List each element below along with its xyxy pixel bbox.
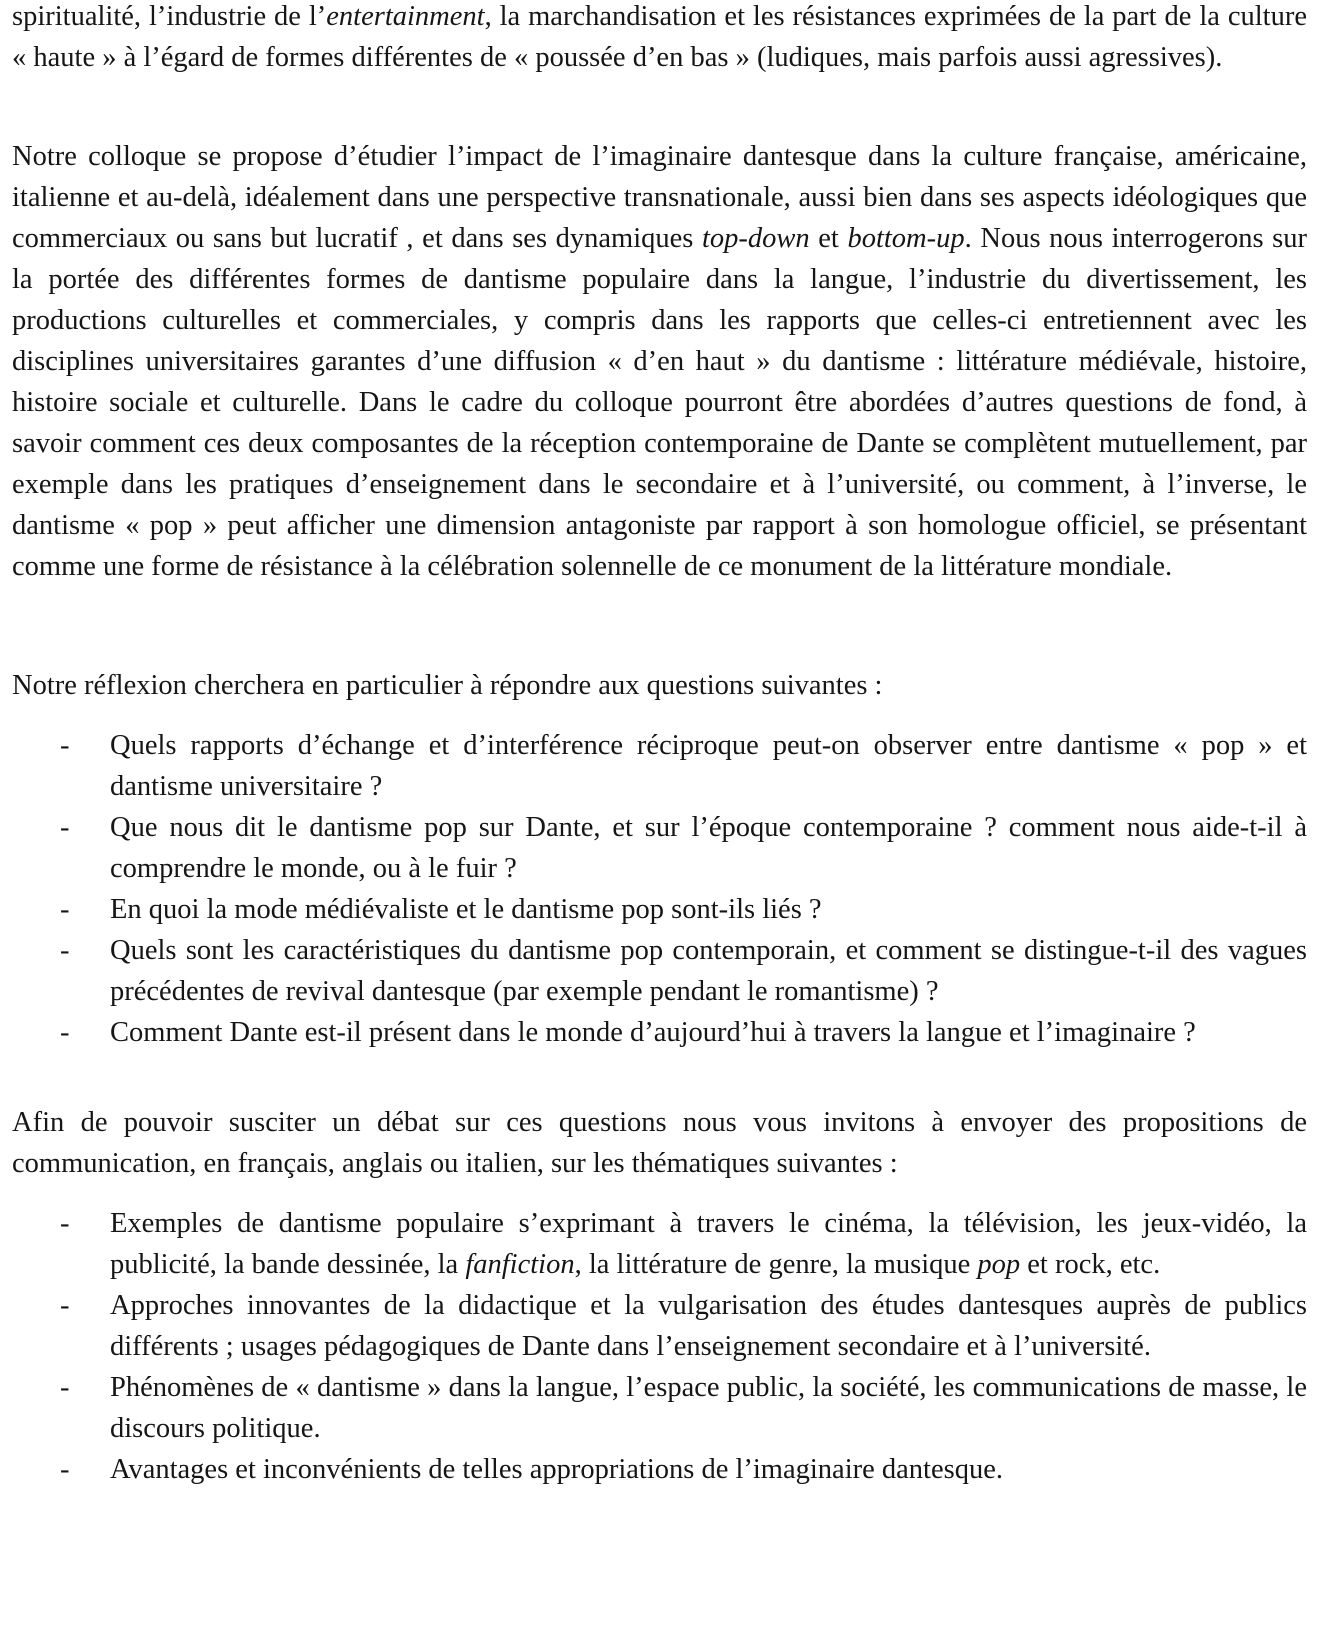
paragraph-call-for-papers: Afin de pouvoir susciter un débat sur ces questions nous vous invitons à envoyer des propositions de communication, en français, anglais ou italien, sur les thématiques suivantes : <box>12 1107 1307 1179</box>
list-item <box>12 930 1307 1012</box>
list-item-text: Phénomènes de « dantisme » dans la langue, l’espace public, la société, les communications de masse, le discours politique. <box>110 1372 1307 1444</box>
text-run: , la littérature de genre, la musique <box>574 1249 978 1280</box>
text-run: spiritualité, l’industrie de l’ <box>12 1 327 32</box>
paragraph-colloque <box>12 136 1307 587</box>
dash-bullet: - <box>60 1017 70 1048</box>
italic-term: fanfiction <box>465 1249 575 1280</box>
list-item <box>12 1285 1307 1367</box>
dash-bullet: - <box>60 935 70 966</box>
list-item <box>12 1203 1307 1285</box>
questions-list <box>12 725 1307 1053</box>
text-run: , la marchandisation et les résistances exprimées de la part de la culture « haute » à l’égard de formes différentes de « poussée d’en bas » (ludiques, mais parfois aussi agressives). <box>12 1 1307 73</box>
list-item-text: En quoi la mode médiévaliste et le dantisme pop sont-ils liés ? <box>110 894 822 925</box>
italic-term: bottom-up <box>847 223 965 254</box>
themes-list <box>12 1203 1307 1490</box>
dash-bullet: - <box>60 894 70 925</box>
list-item-text: Avantages et inconvénients de telles appropriations de l’imaginaire dantesque. <box>110 1454 1003 1485</box>
list-item-text: Approches innovantes de la didactique et la vulgarisation des études dantesques auprès de publics différents ; usages pédagogiques de Dante dans l’enseignement secondaire et à l’université. <box>110 1290 1307 1362</box>
text-run: . Nous nous interrogerons sur la portée des différentes formes de dantisme populaire dans la langue, l’industrie du divertissement, les productions culturelles et commerciales, y compris dans les rapports que celles-ci entretiennent avec les disciplines universitaires garantes d’une diffusion « d’en haut » du dantisme : littérature médiévale, histoire, histoire sociale et culturelle. Dans le cadre du colloque pourront être abordées d’autres questions de fond, à savoir comment ces deux composantes de la réception contemporaine de Dante se complètent mutuellement, par exemple dans les pratiques d’enseignement dans le secondaire et à l’université, ou comment, à l’inverse, le dantisme « pop » peut afficher une dimension antagoniste par rapport à son homologue officiel, se présentant comme une forme de résistance à la célébration solennelle de ce monument de la littérature mondiale. <box>12 223 1308 582</box>
dash-bullet: - <box>60 1208 70 1239</box>
list-item-text: Comment Dante est-il présent dans le monde d’aujourd’hui à travers la langue et l’imaginaire ? <box>110 1017 1196 1048</box>
dash-bullet: - <box>60 1290 70 1321</box>
dash-bullet: - <box>60 812 70 843</box>
list-item <box>12 1367 1307 1449</box>
list-item <box>12 1012 1307 1053</box>
list-item <box>12 725 1307 807</box>
themes-list-container <box>12 1203 1307 1490</box>
dash-bullet: - <box>60 1372 70 1403</box>
italic-term: entertainment <box>326 1 485 32</box>
list-item <box>12 1449 1307 1490</box>
paragraph-questions-intro: Notre réflexion cherchera en particulier à répondre aux questions suivantes : <box>12 670 883 701</box>
list-item-text: Quels rapports d’échange et d’interférence réciproque peut-on observer entre dantisme « pop » et dantisme universitaire ? <box>110 730 1307 802</box>
list-item <box>12 807 1307 889</box>
text-run: Exemples de dantisme populaire s’exprimant à travers le cinéma, la télévision, les jeux-vidéo, la publicité, la bande dessinée, la <box>110 1208 1307 1280</box>
text-run: et <box>809 223 848 254</box>
italic-term: pop <box>977 1249 1021 1280</box>
list-item <box>12 889 1307 930</box>
dash-bullet: - <box>60 730 70 761</box>
italic-term: top-down <box>702 223 810 254</box>
text-run: Notre colloque se propose d’étudier l’impact de l’imaginaire dantesque dans la culture française, américaine, italienne et au-delà, idéalement dans une perspective transnationale, aussi bien dans ses aspects idéologiques que commerciaux ou sans but lucratif , et dans ses dynamiques <box>12 141 1307 254</box>
text-run: et rock, etc. <box>1020 1249 1161 1280</box>
questions-list-container <box>12 725 1307 1053</box>
list-item-text: Quels sont les caractéristiques du dantisme pop contemporain, et comment se distingue-t-il des vagues précédentes de revival dantesque (par exemple pendant le romantisme) ? <box>110 935 1307 1007</box>
list-item-text: Que nous dit le dantisme pop sur Dante, et sur l’époque contemporaine ? comment nous aide-t-il à comprendre le monde, ou à le fuir ? <box>110 812 1307 884</box>
paragraph-intro-continuation <box>12 0 1307 78</box>
dash-bullet: - <box>60 1454 70 1485</box>
